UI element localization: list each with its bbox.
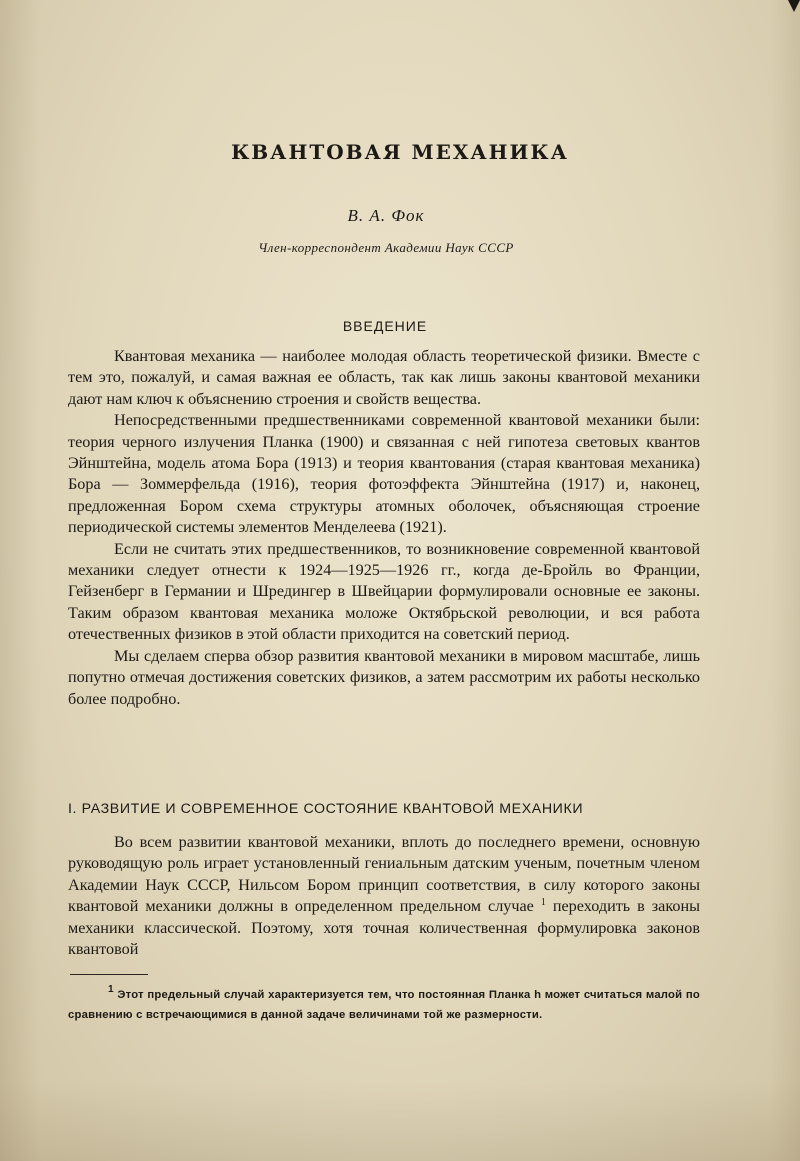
introduction-body [68,346,700,710]
footnote-reference: 1 [540,897,546,909]
footnote-text: Этот предельный случай характеризуется тем, что постоянная Планка h может считаться малой по сравнению с встречающимися в данной задаче величинами той же размерности. [68,989,700,1021]
paragraph: Непосредственными предшественниками современной квантовой механики были: теория черного излучения Планка (1900) и связанная с ней гипотеза световых квантов Эйнштейна, модель атома Бора (1913) и теория квантования (старая квантовая механика) Бора — Зоммерфельда (1916), теория фотоэффекта Эйнштейна (1917) и, наконец, предложенная Бором схема структуры атомных оболочек, объясняющая строение периодической системы элементов Менделеева (1921). [68,411,700,537]
page-corner-mark [788,0,800,12]
paragraph-text-before-ref: Во всем развитии квантовой механики, вплоть до последнего времени, основную руководящую роль играет установленный гениальным датским ученым, почетным членом Академии Наук СССР, Нильсом Бором принцип соответствия, в силу которого законы квантовой механики должны в определенном предельном случае [68,833,700,916]
paragraph: Если не считать этих предшественников, то возникновение современной квантовой механики следует отнести к 1924—1925—1926 гг., когда де-Бройль во Франции, Гейзенберг в Германии и Шредингер в Швейцарии формулировали основные ее законы. Таким образом квантовая механика моложе Октябрьской революции, и вся работа отечественных физиков в этой области приходится на советский период. [68,539,700,644]
article-author: В. А. Фок [347,206,425,225]
section-1-body [68,832,700,960]
article-title: КВАНТОВАЯ МЕХАНИКА [231,140,569,164]
paragraph: Мы сделаем сперва обзор развития квантовой механики в мировом масштабе, лишь попутно отмечая достижения советских физиков, а затем рассмотрим их работы несколько более подробно. [68,646,700,708]
paragraph: Квантовая механика — наиболее молодая область теоретической физики. Вместе с тем это, пожалуй, и самая важная ее область, так как лишь законы квантовой механики дают нам ключ к объяснению строения и свойств вещества. [68,347,700,408]
paragraph-text-after-ref: переходить в законы механики классической. Поэтому, хотя точная количественная формулировка законов квантовой [68,897,701,959]
author-affiliation: Член-корреспондент Академии Наук СССР [258,240,514,255]
footnote-marker: 1 [108,984,114,995]
introduction-heading: ВВЕДЕНИЕ [342,318,428,334]
footnote [68,986,700,1025]
footnote-separator [70,974,148,975]
paragraph [68,832,700,960]
section-1-heading: I. РАЗВИТИЕ И СОВРЕМЕННОЕ СОСТОЯНИЕ КВАНТОВОЙ МЕХАНИКИ [68,801,584,817]
